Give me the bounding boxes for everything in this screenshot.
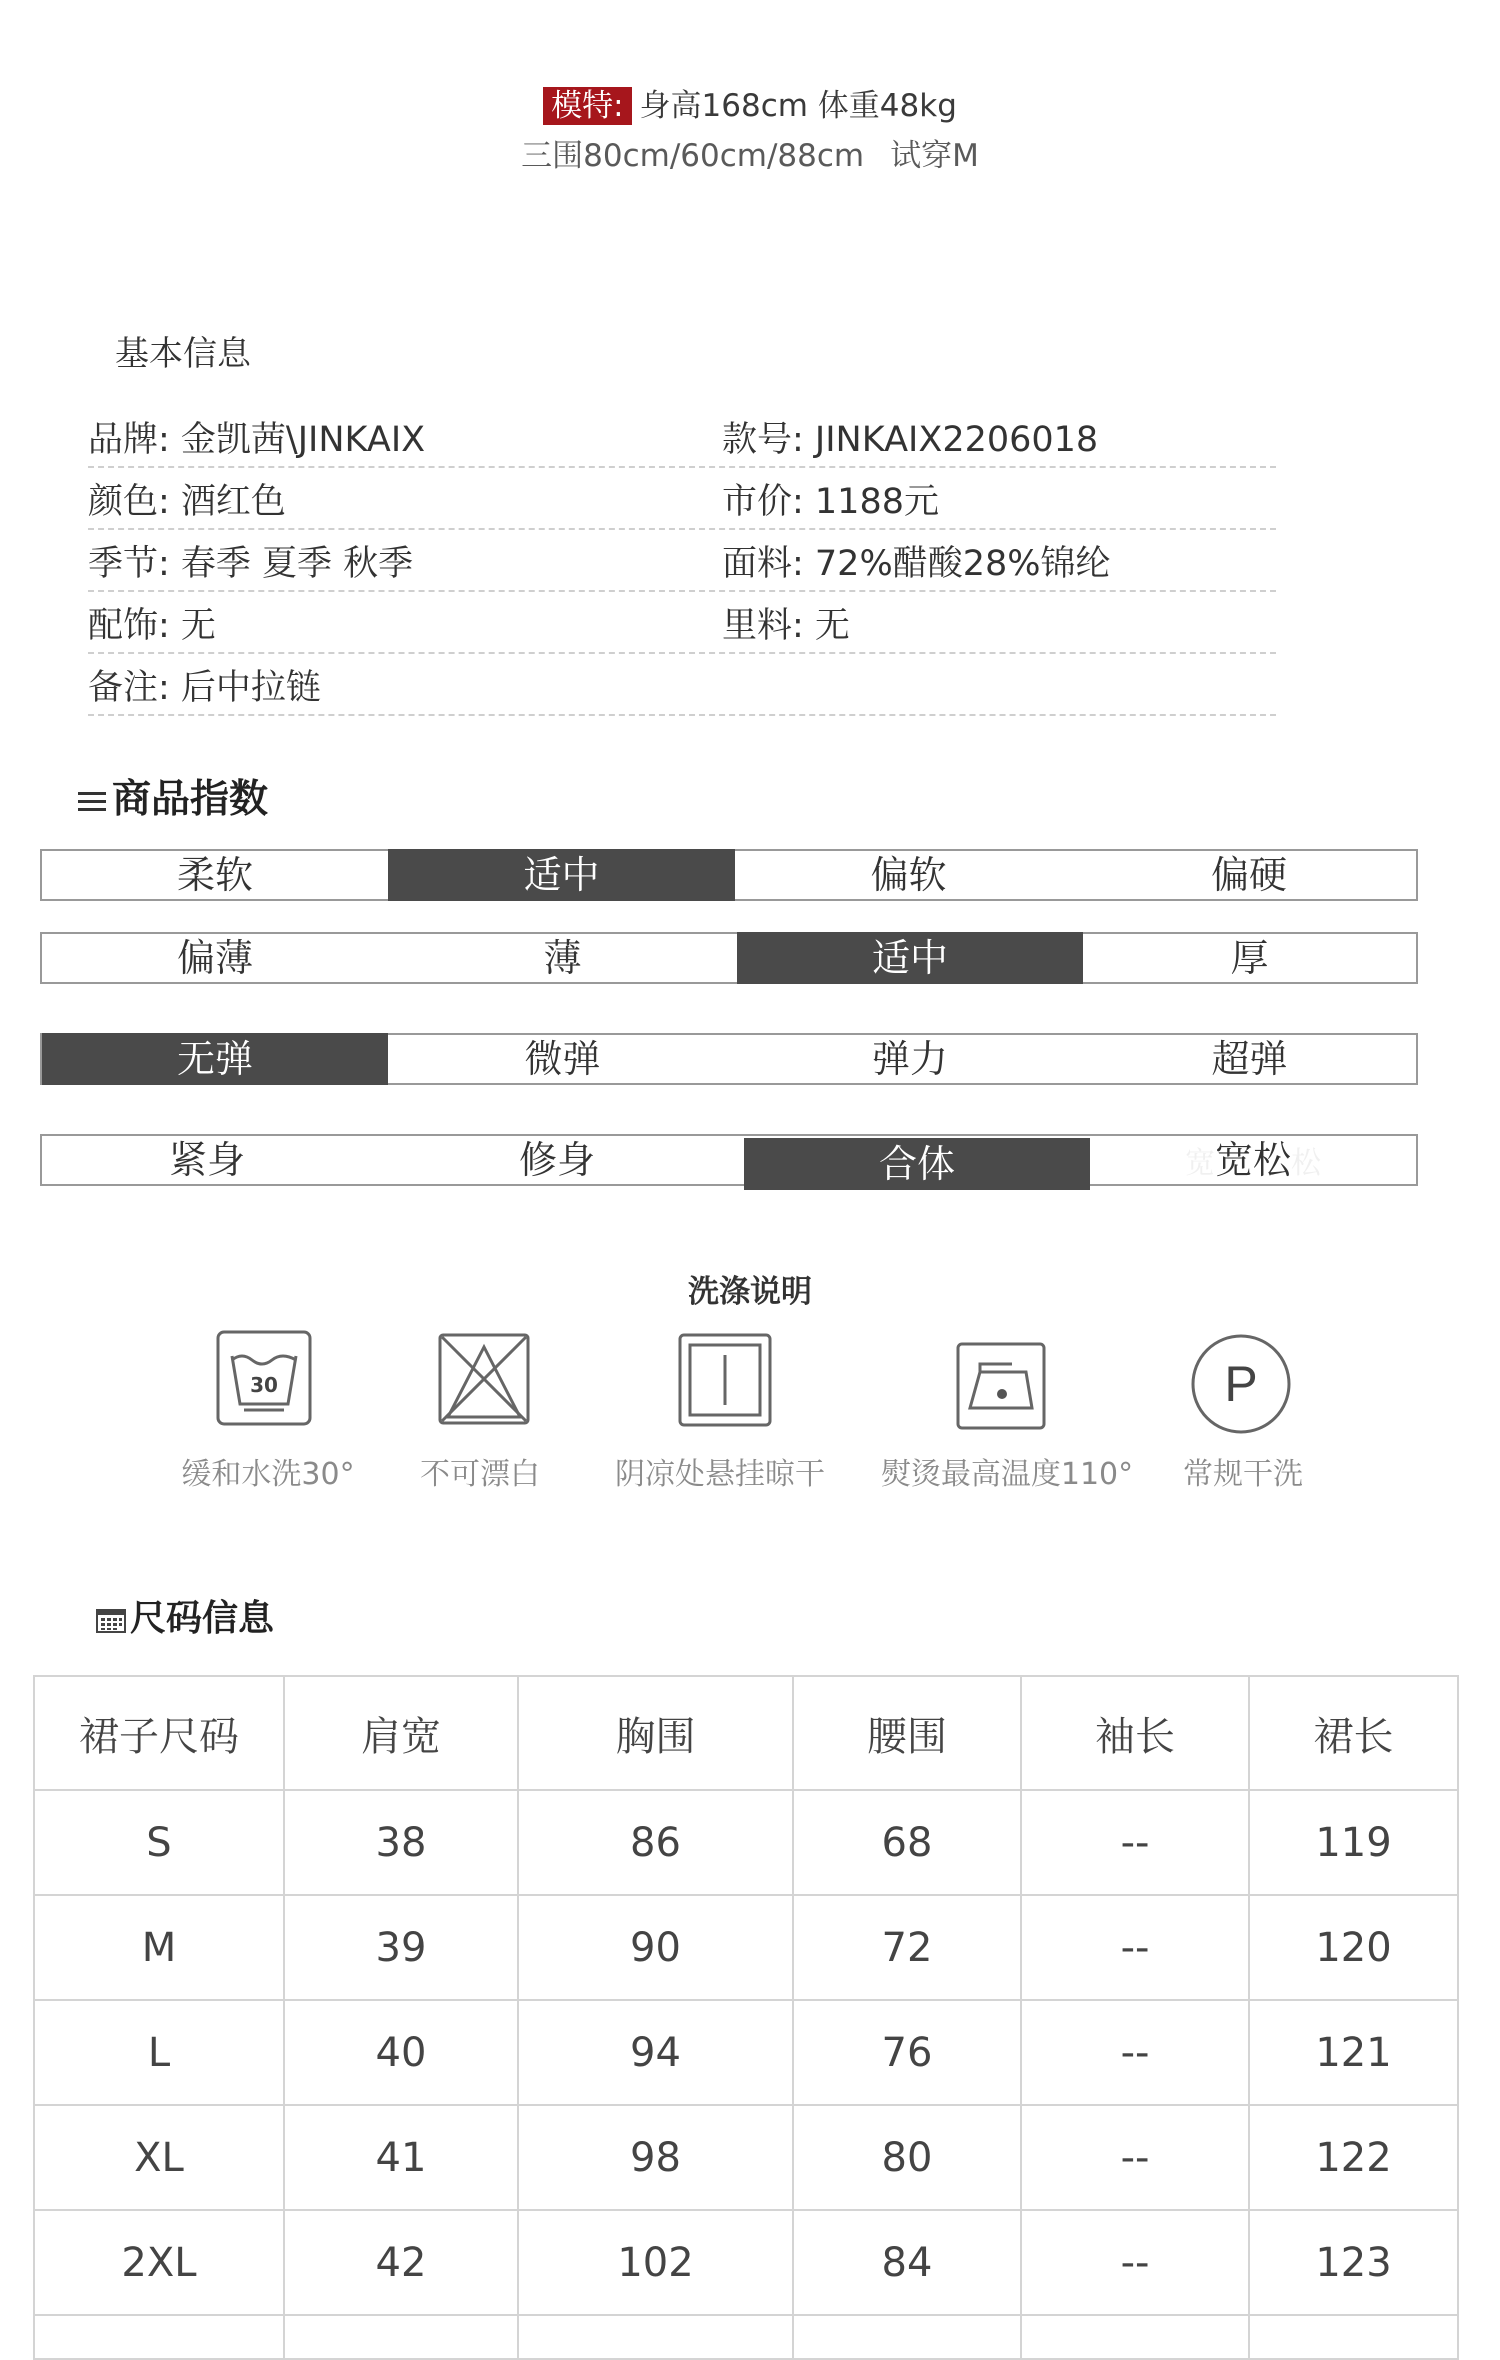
table-cell: 41 xyxy=(284,2105,518,2210)
table-cell: 72 xyxy=(793,1895,1021,2000)
model-tag: 模特: xyxy=(543,87,631,125)
iron-icon xyxy=(956,1342,1046,1434)
table-cell: XL xyxy=(34,2105,284,2210)
scale-option: 柔软 xyxy=(176,853,253,897)
faint-ghost-text: 松 xyxy=(1291,1146,1321,1181)
size-info-label: 尺码信息 xyxy=(130,1598,275,1639)
table-row xyxy=(34,1790,1458,1895)
scale-option: 紧身 xyxy=(168,1138,245,1182)
table-cell: 86 xyxy=(518,1790,793,1895)
info-row xyxy=(88,528,1276,592)
info-row xyxy=(88,466,1276,530)
info-accessory: 配饰: 无 xyxy=(88,606,216,646)
info-row xyxy=(88,590,1276,654)
elasticity-scale xyxy=(40,1033,1418,1085)
scale-option-selected: 适中 xyxy=(388,849,735,901)
size-table xyxy=(33,1675,1459,2360)
table-cell: 90 xyxy=(518,1895,793,2000)
table-cell: 80 xyxy=(793,2105,1021,2210)
info-style-number: 款号: JINKAIX2206018 xyxy=(722,420,1099,460)
table-row xyxy=(34,1895,1458,2000)
info-brand: 品牌: 金凯茜\JINKAIX xyxy=(88,420,426,460)
scale-option-label: 宽松 xyxy=(1214,1138,1291,1182)
column-header: 肩宽 xyxy=(284,1676,518,1790)
faint-ghost-text: 宽 xyxy=(1184,1146,1215,1181)
fit-scale xyxy=(40,1134,1418,1186)
model-fit-size: 试穿M xyxy=(890,138,979,174)
info-lining: 里料: 无 xyxy=(722,606,850,646)
line-dry-shade-icon xyxy=(678,1333,772,1431)
table-cell: -- xyxy=(1021,2105,1249,2210)
table-cell: 38 xyxy=(284,1790,518,1895)
wash-label: 缓和水洗30° xyxy=(181,1457,355,1492)
table-cell: 68 xyxy=(793,1790,1021,1895)
table-cell: 102 xyxy=(518,2210,793,2315)
table-row xyxy=(34,2210,1458,2315)
column-header: 胸围 xyxy=(518,1676,793,1790)
model-info-line xyxy=(0,80,1500,125)
size-info-title xyxy=(96,1590,274,1641)
table-cell: S xyxy=(34,1790,284,1895)
table-cell: 42 xyxy=(284,2210,518,2315)
model-measurements: 三围80cm/60cm/88cm xyxy=(521,138,865,174)
table-cell: 120 xyxy=(1249,1895,1458,2000)
column-header: 腰围 xyxy=(793,1676,1021,1790)
scale-option xyxy=(1090,1134,1416,1186)
wash-label: 阴凉处悬挂晾干 xyxy=(615,1457,825,1492)
table-cell: 39 xyxy=(284,1895,518,2000)
scale-option-selected: 合体 xyxy=(744,1138,1090,1190)
table-row xyxy=(34,2105,1458,2210)
model-height-weight: 身高168cm 体重48kg xyxy=(639,88,957,124)
gentle-wash-icon xyxy=(216,1330,312,1430)
table-cell: 122 xyxy=(1249,2105,1458,2210)
table-cell: 98 xyxy=(518,2105,793,2210)
column-header: 裙子尺码 xyxy=(34,1676,284,1790)
table-cell: M xyxy=(34,1895,284,2000)
scale-option: 超弹 xyxy=(1211,1037,1288,1081)
table-cell: 123 xyxy=(1249,2210,1458,2315)
table-cell: -- xyxy=(1021,2210,1249,2315)
no-bleach-icon xyxy=(438,1333,530,1429)
scale-option: 偏薄 xyxy=(176,936,253,980)
dry-clean-letter: P xyxy=(1224,1356,1258,1412)
table-cell: 2XL xyxy=(34,2210,284,2315)
table-cell: L xyxy=(34,2000,284,2105)
table-cell: 40 xyxy=(284,2000,518,2105)
scale-option: 薄 xyxy=(543,936,582,980)
calendar-icon xyxy=(96,1607,126,1633)
scale-option-selected: 无弹 xyxy=(42,1033,388,1085)
table-cell: 84 xyxy=(793,2210,1021,2315)
info-fabric: 面料: 72%醋酸28%锦纶 xyxy=(722,544,1111,584)
scale-option: 偏软 xyxy=(870,853,947,897)
info-row xyxy=(88,652,1276,716)
product-index-title xyxy=(78,768,268,824)
basic-info-title: 基本信息 xyxy=(115,334,251,374)
info-color: 颜色: 酒红色 xyxy=(88,482,286,522)
scale-option: 偏硬 xyxy=(1210,853,1287,897)
table-row xyxy=(34,2000,1458,2105)
wash-label: 熨烫最高温度110° xyxy=(880,1457,1134,1492)
table-cell: 121 xyxy=(1249,2000,1458,2105)
scale-option: 微弹 xyxy=(524,1037,601,1081)
table-cell: 94 xyxy=(518,2000,793,2105)
scale-option: 厚 xyxy=(1230,936,1269,980)
table-cell: -- xyxy=(1021,2000,1249,2105)
table-cell: 76 xyxy=(793,2000,1021,2105)
info-note: 备注: 后中拉链 xyxy=(88,668,321,708)
column-header: 裙长 xyxy=(1249,1676,1458,1790)
wash-title: 洗涤说明 xyxy=(688,1274,812,1310)
wash-label: 不可漂白 xyxy=(420,1457,540,1492)
dry-clean-icon xyxy=(1190,1333,1292,1439)
column-header: 袖长 xyxy=(1021,1676,1249,1790)
model-measurements-line xyxy=(0,130,1500,175)
table-cell: 119 xyxy=(1249,1790,1458,1895)
table-cell: -- xyxy=(1021,1790,1249,1895)
scale-option: 弹力 xyxy=(871,1037,948,1081)
info-price: 市价: 1188元 xyxy=(722,482,939,522)
info-season: 季节: 春季 夏季 秋季 xyxy=(88,544,414,584)
product-index-label: 商品指数 xyxy=(112,777,269,822)
table-cell: -- xyxy=(1021,1895,1249,2000)
table-header-row xyxy=(34,1676,1458,1790)
wash-label: 常规干洗 xyxy=(1183,1457,1303,1492)
info-row xyxy=(88,404,1276,468)
scale-option: 修身 xyxy=(518,1138,595,1182)
softness-scale xyxy=(40,849,1418,901)
scale-option-selected: 适中 xyxy=(737,932,1083,984)
thickness-scale xyxy=(40,932,1418,984)
wash-temp-badge: 30 xyxy=(250,1373,278,1397)
list-icon xyxy=(78,791,106,813)
